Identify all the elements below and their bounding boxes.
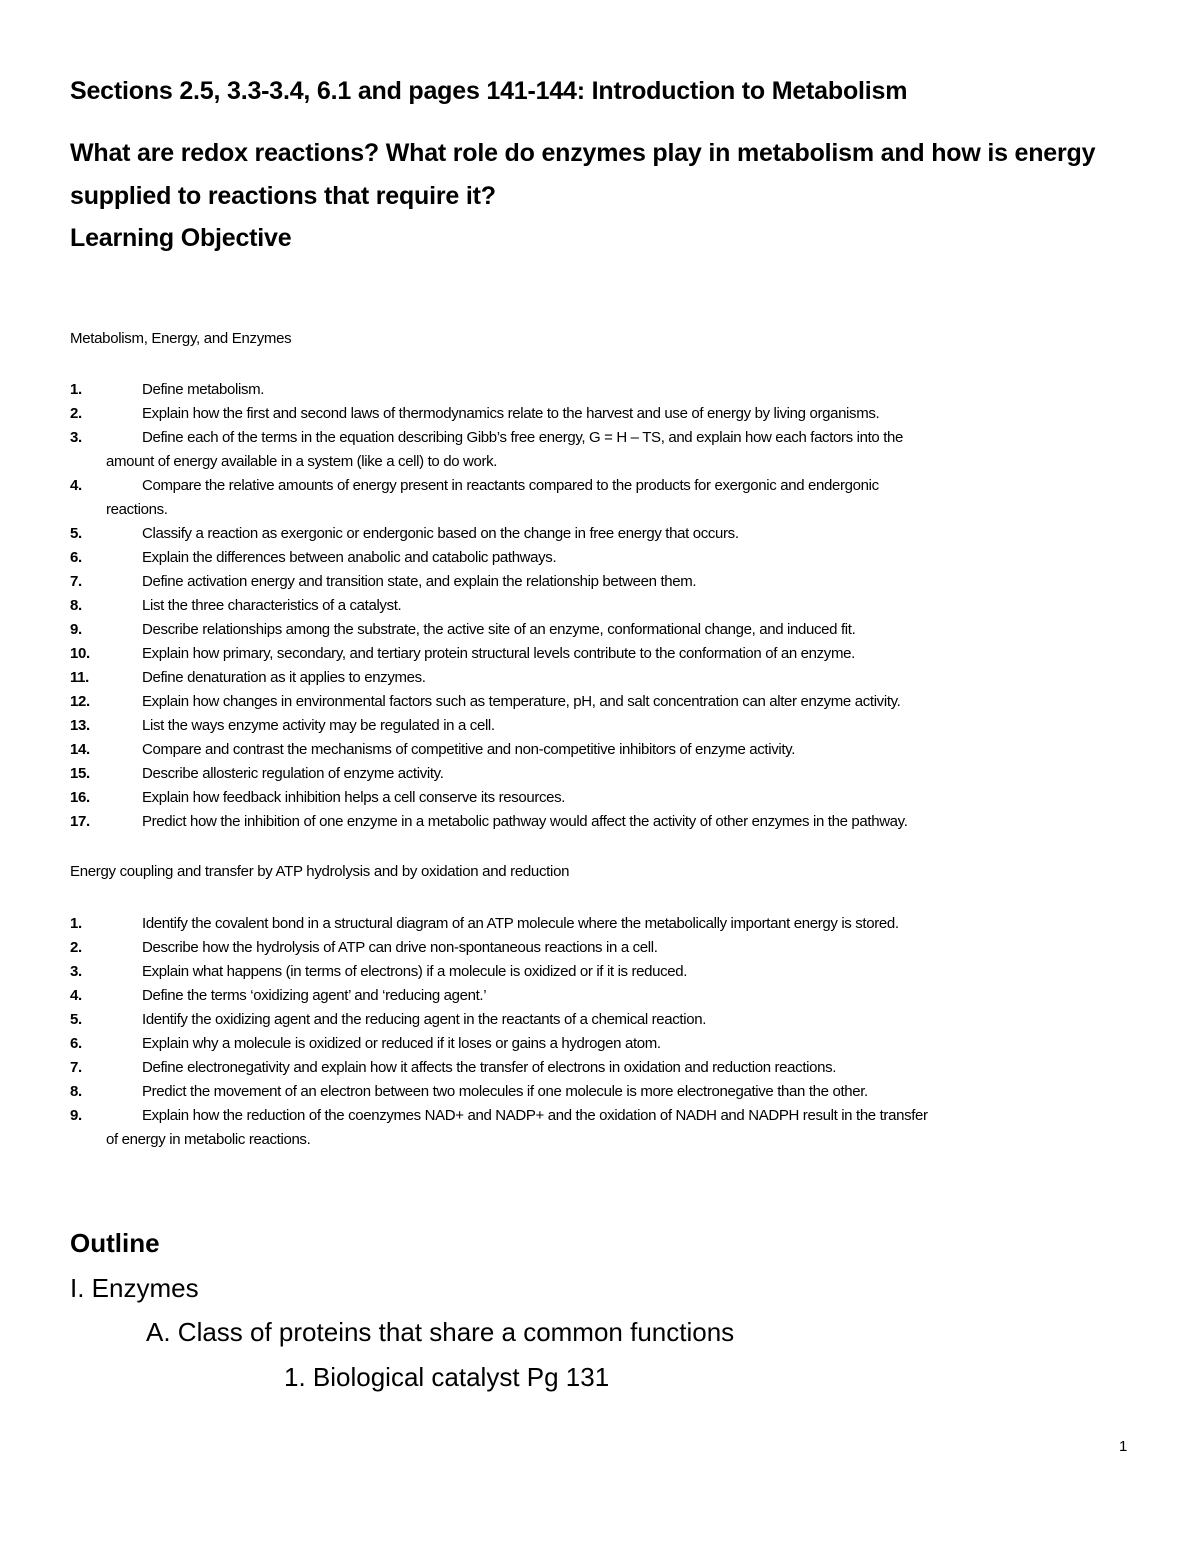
list-item-text-block (142, 984, 1140, 1008)
list-item-text-block (142, 666, 1140, 690)
list-item-number: 5. (70, 525, 82, 542)
list-item-text-block (142, 810, 1140, 834)
list-item (70, 666, 1140, 690)
list-item-text: Define electronegativity and explain how it affects the transfer of electrons in oxidation and reduction reactions. (142, 1059, 837, 1076)
page-title: Sections 2.5, 3.3-3.4, 6.1 and pages 141-144: Introduction to Metabolism (70, 77, 908, 105)
objective-list-energy-coupling (70, 912, 1140, 1152)
list-item-text-block (142, 546, 1140, 570)
list-item (70, 960, 1140, 984)
list-item (70, 546, 1140, 570)
list-item (70, 594, 1140, 618)
list-item-number: 17. (70, 813, 90, 830)
list-item-text: Explain what happens (in terms of electrons) if a molecule is oxidized or if it is reduced. (142, 963, 688, 980)
list-item (70, 474, 1140, 498)
list-item-text-block (142, 690, 1140, 714)
list-item-continuation (70, 498, 1140, 522)
list-item (70, 426, 1140, 450)
list-item (70, 522, 1140, 546)
page-number: 1 (1119, 1438, 1128, 1455)
list-item-number: 1. (70, 381, 82, 398)
list-item-text-block (142, 618, 1140, 642)
list-item-text: Identify the covalent bond in a structural diagram of an ATP molecule where the metabolically important energy is stored. (142, 915, 899, 932)
list-item-text: Compare and contrast the mechanisms of competitive and non-competitive inhibitors of enzyme activity. (142, 741, 796, 758)
list-item-text-block (142, 522, 1140, 546)
list-item (70, 810, 1140, 834)
list-item (70, 1080, 1140, 1104)
list-item-number: 3. (70, 429, 82, 446)
list-item-text: Define denaturation as it applies to enzymes. (142, 669, 426, 686)
list-item-number: 7. (70, 573, 82, 590)
list-item-continuation (70, 450, 1140, 474)
list-item-text-block (142, 1032, 1140, 1056)
list-item-number: 15. (70, 765, 90, 782)
list-item-number: 2. (70, 939, 82, 956)
list-item-number: 4. (70, 987, 82, 1004)
list-item-text-block (142, 570, 1140, 594)
list-item (70, 570, 1140, 594)
list-item (70, 1032, 1140, 1056)
list-item-text-block (142, 762, 1140, 786)
list-item-text-block (142, 426, 1140, 450)
list-item (70, 402, 1140, 426)
list-item-text-block (142, 474, 1140, 498)
list-item-number: 11. (70, 669, 89, 686)
list-item (70, 1104, 1140, 1128)
list-item-continuation (70, 1128, 1140, 1152)
guiding-question: What are redox reactions? What role do enzymes play in metabolism and how is energy supplied to reactions that require it? (70, 139, 1096, 210)
list-item-number: 9. (70, 621, 82, 638)
list-item-text: List the three characteristics of a catalyst. (142, 597, 402, 614)
list-item-text-block (142, 378, 1140, 402)
list-item-text: Explain why a molecule is oxidized or reduced if it loses or gains a hydrogen atom. (142, 1035, 661, 1052)
list-item-number: 13. (70, 717, 90, 734)
outline-level-2: A. Class of proteins that share a common functions (146, 1317, 735, 1347)
list-item-number: 8. (70, 1083, 82, 1100)
list-item-text-block (142, 594, 1140, 618)
list-item-text: List the ways enzyme activity may be regulated in a cell. (142, 717, 495, 734)
list-item-text-block (142, 1008, 1140, 1032)
section-heading-metabolism: Metabolism, Energy, and Enzymes (70, 330, 292, 347)
list-item-text: Explain the differences between anabolic and catabolic pathways. (142, 549, 557, 566)
list-item-number: 7. (70, 1059, 82, 1076)
list-item-number: 1. (70, 915, 82, 932)
list-item (70, 936, 1140, 960)
list-item-number: 8. (70, 597, 82, 614)
list-item-text-block (142, 738, 1140, 762)
list-item-text: Describe allosteric regulation of enzyme activity. (142, 765, 444, 782)
list-item-text: Explain how the first and second laws of thermodynamics relate to the harvest and use of energy by living organisms. (142, 405, 880, 422)
list-item (70, 690, 1140, 714)
list-item-continuation-text: amount of energy available in a system (like a cell) to do work. (106, 453, 498, 470)
list-item-number: 6. (70, 1035, 82, 1052)
list-item-text: Explain how changes in environmental factors such as temperature, pH, and salt concentration can alter enzyme activity. (142, 693, 901, 710)
list-item-continuation-text: of energy in metabolic reactions. (106, 1131, 311, 1148)
list-item-text: Define activation energy and transition state, and explain the relationship between them. (142, 573, 697, 590)
objective-list-metabolism (70, 378, 1140, 834)
list-item-number: 4. (70, 477, 82, 494)
list-item-number: 12. (70, 693, 90, 710)
list-item-number: 5. (70, 1011, 82, 1028)
list-item (70, 912, 1140, 936)
list-item-text: Describe relationships among the substrate, the active site of an enzyme, conformational change, and induced fit. (142, 621, 856, 638)
list-item (70, 1008, 1140, 1032)
list-item-text-block (142, 936, 1140, 960)
list-item-text-block (142, 912, 1140, 936)
list-item-number: 9. (70, 1107, 82, 1124)
list-item-number: 2. (70, 405, 82, 422)
list-item-text: Compare the relative amounts of energy present in reactants compared to the products for exergonic and endergonic (142, 477, 879, 494)
list-item-text: Define the terms ‘oxidizing agent’ and ‘reducing agent.’ (142, 987, 487, 1004)
list-item-text-block (142, 402, 1140, 426)
list-item (70, 786, 1140, 810)
list-item-text: Predict the movement of an electron between two molecules if one molecule is more electronegative than the other. (142, 1083, 868, 1100)
list-item (70, 714, 1140, 738)
list-item-text-block (142, 1056, 1140, 1080)
list-item (70, 984, 1140, 1008)
list-item-number: 14. (70, 741, 90, 758)
list-item (70, 642, 1140, 666)
list-item-text: Classify a reaction as exergonic or endergonic based on the change in free energy that occurs. (142, 525, 739, 542)
list-item (70, 1056, 1140, 1080)
list-item-number: 6. (70, 549, 82, 566)
list-item (70, 618, 1140, 642)
outline-level-3: 1. Biological catalyst Pg 131 (284, 1362, 610, 1392)
list-item-text-block (142, 642, 1140, 666)
learning-objective-heading: Learning Objective (70, 224, 292, 252)
list-item-number: 3. (70, 963, 82, 980)
list-item-text: Define each of the terms in the equation describing Gibb’s free energy, G = H – TS, and explain how each factors into the (142, 429, 904, 446)
list-item-text-block (142, 960, 1140, 984)
list-item-number: 16. (70, 789, 90, 806)
list-item-text-block (142, 714, 1140, 738)
list-item-text-block (142, 786, 1140, 810)
list-item-text: Identify the oxidizing agent and the reducing agent in the reactants of a chemical reaction. (142, 1011, 707, 1028)
list-item (70, 762, 1140, 786)
list-item-text-block (142, 1104, 1140, 1128)
list-item-text: Explain how the reduction of the coenzymes NAD+ and NADP+ and the oxidation of NADH and NADPH result in the transfer (142, 1107, 928, 1124)
list-item-text: Describe how the hydrolysis of ATP can drive non-spontaneous reactions in a cell. (142, 939, 658, 956)
list-item-text: Explain how primary, secondary, and tertiary protein structural levels contribute to the conformation of an enzyme. (142, 645, 855, 662)
list-item-number: 10. (70, 645, 90, 662)
list-item-text: Define metabolism. (142, 381, 265, 398)
list-item (70, 378, 1140, 402)
list-item (70, 738, 1140, 762)
list-item-text: Explain how feedback inhibition helps a cell conserve its resources. (142, 789, 566, 806)
list-item-text-block (142, 1080, 1140, 1104)
section-heading-energy-coupling: Energy coupling and transfer by ATP hydrolysis and by oxidation and reduction (70, 863, 570, 880)
list-item-text: Predict how the inhibition of one enzyme in a metabolic pathway would affect the activity of other enzymes in the pathway. (142, 813, 908, 830)
outline-heading: Outline (70, 1228, 160, 1258)
outline-level-1: I. Enzymes (70, 1273, 199, 1303)
list-item-continuation-text: reactions. (106, 501, 168, 518)
